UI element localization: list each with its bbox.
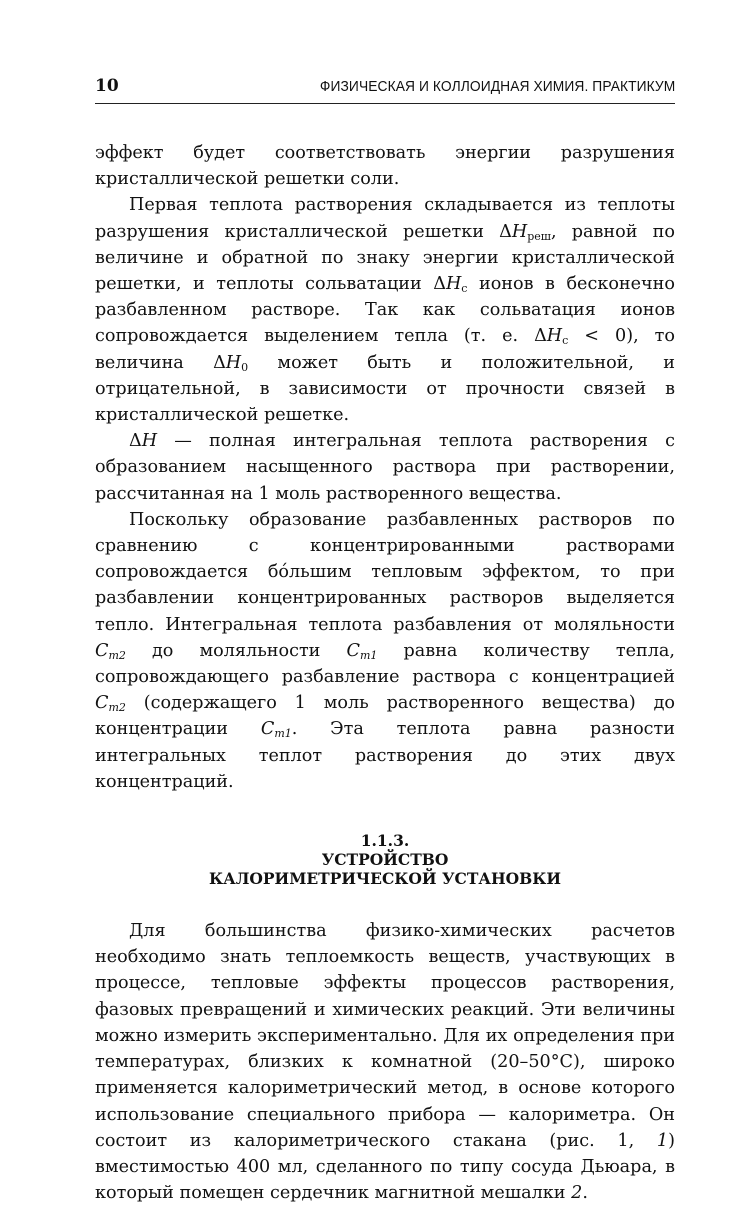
section-title-line-2: КАЛОРИМЕТРИЧЕСКОЙ УСТАНОВКИ [208, 869, 562, 889]
paragraph-4: Поскольку образование разбавленных растворов по сравнению с концентрированными растворами сопровождается бо́льшим тепловым эффектом, то при разбавлении концентрированных растворов выделяется тепло. Интегральная теплота разбавления от моляльности $C_{m2}$ до моляльности $C_{m1}$ равна количеству тепла, сопровождающего разбавление раствора с концентрацией $C_{m2}$ (содержащего 1 моль растворенного вещества) до концентрации $C_{m1}$. Эта теплота равна разности интегральных теплот растворения до этих двух концентраций. [95, 509, 675, 792]
section-number: 1.1.3. [360, 831, 410, 851]
running-title: ФИЗИЧЕСКАЯ И КОЛЛОИДНАЯ ХИМИЯ. ПРАКТИКУМ [319, 78, 675, 95]
section-title-line-1: УСТРОЙСТВО [321, 850, 449, 870]
paragraph-3: ΔH — полная интегральная теплота растворения с образованием насыщенного раствора при растворении, рассчитанная на 1 моль растворенного вещества. [95, 431, 675, 504]
page-body [95, 140, 675, 1206]
paragraph-2: Первая теплота растворения складывается из теплоты разрушения кристаллической решетки $\Delta H_{реш}$, равной по величине и обратной по знаку энергии кристаллической решетки, и теплоты сольватации $\Delta H_с$ ионов в бесконечно разбавленном растворе. Так как сольватация ионов сопровождается выделением тепла (т. е. $\Delta H_с < 0$), то величина $\Delta H_0$ может быть и положительной, и отрицательной, в зависимости от прочности связей в кристаллической решетке. [95, 195, 676, 426]
header-rule [95, 103, 675, 104]
paragraph-1: эффект будет соответствовать энергии разрушения кристаллической решетки соли. [95, 143, 675, 190]
page-header [95, 68, 675, 100]
page-number: 10 [95, 76, 119, 96]
section-heading [95, 831, 675, 888]
section-paragraph: Для большинства физико-химических расчетов необходимо знать теплоемкость веществ, участвующих в процессе, тепловые эффекты процессов растворения, фазовых превращений и химических реакций. Эти величины можно измерить экспериментально. Для их определения при температурах, близких к комнатной (20–50°С), широко применяется калориметрический метод, в основе которого использование специального прибора — калориметра. Он состоит из калориметрического стакана (рис. 1, 1) вместимостью 400 мл, сделанного по типу сосуда Дьюара, в который помещен сердечник магнитной мешалки 2. [95, 921, 675, 1204]
